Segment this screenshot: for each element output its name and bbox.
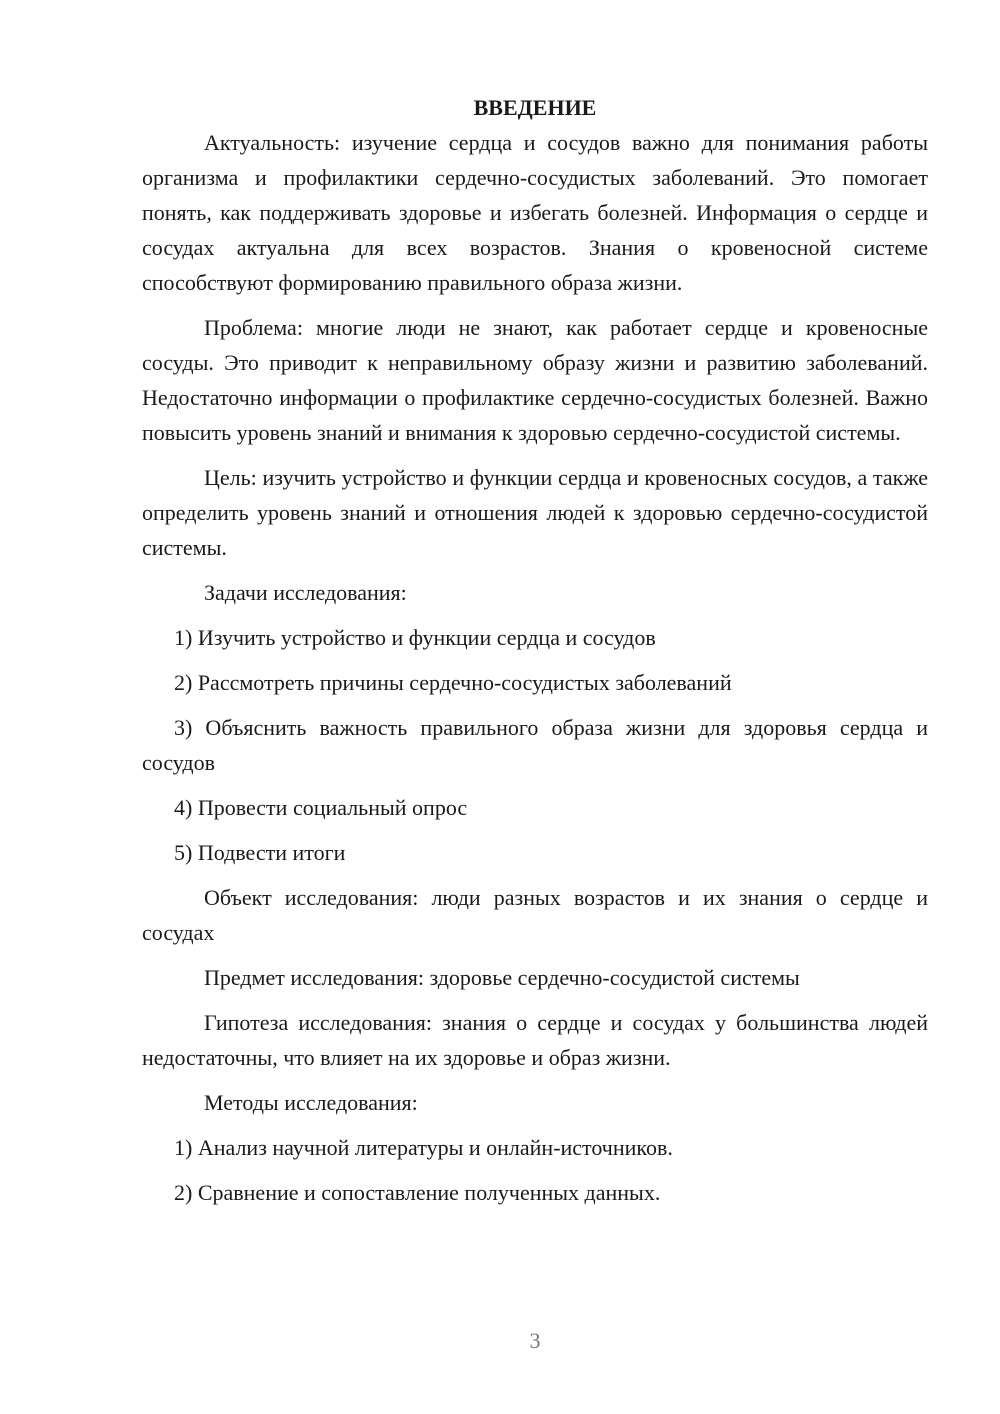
methods-title: Методы исследования:	[204, 1090, 418, 1115]
relevance-paragraph: Актуальность: изучение сердца и сосудов важно для понимания работы организма и профилактики сердечно-сосудистых заболеваний. Это помогает понять, как поддерживать здоровье и избегать болезней. Информация о сердце и сосудах актуальна для всех возрастов. Знания о кровеносной системе способствуют формированию правильного образа жизни.	[142, 130, 928, 295]
problem-paragraph: Проблема: многие люди не знают, как работает сердце и кровеносные сосуды. Это приводит к неправильному образу жизни и развитию заболеваний. Недостаточно информации о профилактике сердечно-сосудистых болезней. Важно повысить уровень знаний и внимания к здоровью сердечно-сосудистой системы.	[142, 315, 928, 445]
tasks-title: Задачи исследования:	[204, 580, 407, 605]
method-item: 2) Сравнение и сопоставление полученных данных.	[174, 1180, 661, 1205]
object-paragraph: Объект исследования: люди разных возрастов и их знания о сердце и сосудах	[142, 885, 928, 945]
task-item: 1) Изучить устройство и функции сердца и сосудов	[174, 625, 656, 650]
task-item: 4) Провести социальный опрос	[174, 795, 468, 820]
task-item: 2) Рассмотреть причины сердечно-сосудистых заболеваний	[174, 670, 732, 695]
task-item: 5) Подвести итоги	[174, 840, 346, 865]
page-number: 3	[529, 1328, 541, 1353]
page-title: ВВЕДЕНИЕ	[473, 95, 597, 120]
task-item: 3) Объяснить важность правильного образа жизни для здоровья сердца и сосудов	[142, 715, 928, 775]
goal-paragraph: Цель: изучить устройство и функции сердца и кровеносных сосудов, а также определить уровень знаний и отношения людей к здоровью сердечно-сосудистой системы.	[142, 465, 928, 560]
hypothesis-paragraph: Гипотеза исследования: знания о сердце и сосудах у большинства людей недостаточны, что влияет на их здоровье и образ жизни.	[142, 1010, 928, 1070]
document-page	[142, 90, 928, 1220]
subject-paragraph: Предмет исследования: здоровье сердечно-сосудистой системы	[204, 965, 800, 990]
method-item: 1) Анализ научной литературы и онлайн-источников.	[174, 1135, 673, 1160]
